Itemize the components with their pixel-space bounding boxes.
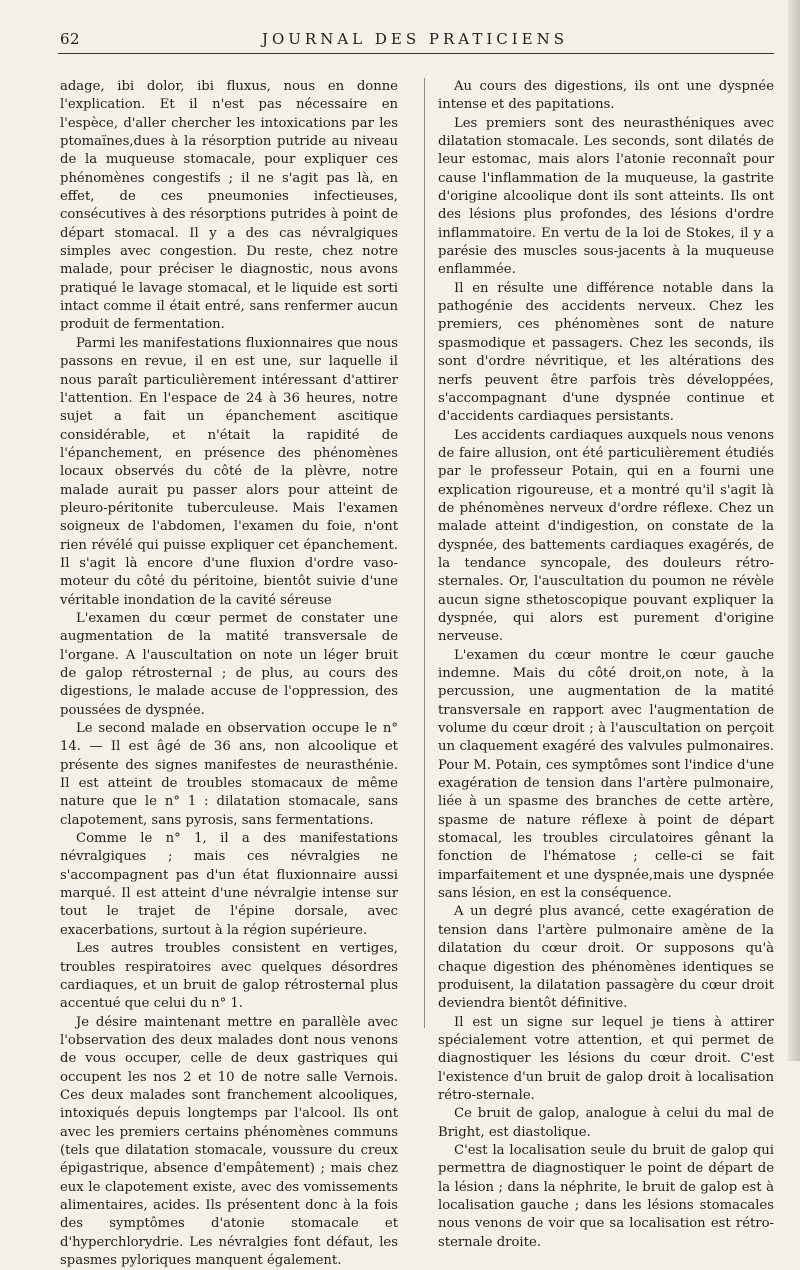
paragraph: Ce bruit de galop, analogue à celui du mal de Bright, est diastolique. bbox=[438, 1106, 774, 1140]
paragraph: Les autres troubles consistent en vertiges, troubles respiratoires avec quelques désordres cardiaques, et un bruit de galop rétrosternal plus accentué que celui du n° 1. bbox=[60, 941, 398, 1012]
paragraph: Il en résulte une différence notable dans la pathogénie des accidents nerveux. Chez les premiers, ces phénomènes sont de nature spasmodique et passagers. Chez les seconds, ils sont d'ordre névritique, et les altérations des nerfs peuvent être parfois très développées, s'accompagnant d'une dyspnée continue et d'accidents cardiaques persistants. bbox=[438, 280, 774, 425]
header-rule bbox=[58, 53, 774, 54]
paragraph: L'examen du cœur montre le cœur gauche indemne. Mais du côté droit,on note, à la percussion, une augmentation de la matité transversale en rapport avec l'augmentation de volume du cœur droit ; à l'auscultation on perçoit un claquement exagéré des valvules pulmonaires. Pour M. Potain, ces symptômes sont l'indice d'une exagération de tension dans l'artère pulmonaire, liée à un spasme des branches de cette artère, spasme de nature réflexe à point de départ stomacal, les troubles circulatoires gênant la fonction de l'hématose ; celle-ci se fait imparfaitement et une dyspnée,mais une dyspnée sans lésion, en est la conséquence. bbox=[438, 647, 774, 902]
paragraph: Le second malade en observation occupe le n° 14. — Il est âgé de 36 ans, non alcoolique et présente des signes manifestes de neurasthénie. Il est atteint de troubles stomacaux de même nature que le n° 1 : dilatation stomacale, sans clapotement, sans pyrosis, sans fermentations. bbox=[60, 721, 398, 828]
paragraph: C'est la localisation seule du bruit de galop qui permettra de diagnostiquer le point de départ de la lésion ; dans la néphrite, le bruit de galop est à localisation gauche ; dans les lésions stomacales nous venons de voir que sa localisation est rétro-sternale droite. bbox=[438, 1142, 774, 1250]
paragraph: L'examen du cœur permet de constater une augmentation de la matité transversale de l'organe. A l'auscultation on note un léger bruit de galop rétrosternal ; de plus, au cours des digestions, le malade accuse de l'oppression, des poussées de dyspnée. bbox=[60, 610, 398, 718]
paragraph: Au cours des digestions, ils ont une dyspnée intense et des papitations. bbox=[438, 79, 774, 113]
paragraph: Parmi les manifestations fluxionnaires que nous passons en revue, il en est une, sur laquelle il nous paraît particulièrement intéressant d'attirer l'attention. En l'espace de 24 à 36 heures, notre sujet a fait un épanchement ascitique considérable, et n'était la rapidité de l'épanchement, en présence des phénomènes locaux observés du côté de la plèvre, notre malade aurait pu passer alors pour atteint de pleuro-péritonite tuberculeuse. Mais l'examen soigneux de l'abdomen, l'examen du foie, n'ont rien révélé qui puisse expliquer cet épanchement. Il s'agit là encore d'une fluxion d'ordre vaso-moteur du côté du péritoine, bientôt suivie d'une véritable inondation de la cavité séreuse bbox=[60, 335, 398, 608]
column-divider bbox=[424, 78, 425, 1028]
paragraph: Comme le n° 1, il a des manifestations névralgiques ; mais ces névralgies ne s'accompagnent pas d'un état fluxionnaire aussi marqué. Il est atteint d'une névralgie intense sur tout le trajet de l'épine dorsale, avec exacerbations, surtout à la région supérieure. bbox=[60, 831, 398, 938]
paragraph: adage, ibi dolor, ibi fluxus, nous en donne l'explication. Et il n'est pas nécessaire en l'espèce, d'aller chercher les intoxications par les ptomaïnes,dues à la résorption putride au niveau de la muqueuse stomacale, pour expliquer ces phénomènes congestifs ; il ne s'agit pas là, en effet, de ces pneumonies infectieuses, consécutives à des résorptions putrides à point de départ stomacal. Il y a des cas névralgiques simples avec congestion. Du reste, chez notre malade, pour préciser le diagnostic, nous avons pratiqué le lavage stomacal, et le liquide est sorti intact comme il était entré, sans renfermer aucun produit de fermentation. bbox=[60, 79, 398, 333]
paragraph: Il est un signe sur lequel je tiens à attirer spécialement votre attention, et qui permet de diagnostiquer les lésions du cœur droit. C'est l'existence d'un bruit de galop droit à localisation rétro-sternale. bbox=[438, 1014, 774, 1103]
paragraph: Les accidents cardiaques auxquels nous venons de faire allusion, ont été particulièrement étudiés par le professeur Potain, qui en a fourni une explication rigoureuse, et a montré qu'il s'agit là de phénomènes nerveux d'ordre réflexe. Chez un malade atteint d'indigestion, on constate de la dyspnée, des battements cardiaques exagérés, de la tendance syncopale, des douleurs rétro-sternales. Or, l'auscultation du poumon ne révèle aucun signe sthetoscopique pouvant expliquer la dyspnée, qui alors est purement d'origine nerveuse. bbox=[438, 427, 774, 645]
journal-title: JOURNAL DES PRATICIENS bbox=[261, 30, 569, 48]
left-column bbox=[60, 78, 398, 1268]
paragraph: Je désire maintenant mettre en parallèle avec l'observation des deux malades dont nous venons de vous occuper, celle de deux gastriques qui occupent les nos 2 et 10 de notre salle Vernois. Ces deux malades sont franchement alcooliques, intoxiqués depuis longtemps par l'alcool. Ils ont avec les premiers certains phénomènes communs (tels que dilatation stomacale, voussure du creux épigastrique, absence d'empâtement) ; mais chez eux le clapotement existe, avec des vomissements alimentaires, acides. Ils présentent donc à la fois des symptômes d'atonie stomacale et d'hyperchlorydrie. Les névralgies font défaut, les spasmes pyloriques manquent également. bbox=[60, 1014, 398, 1268]
paragraph: A un degré plus avancé, cette exagération de tension dans l'artère pulmonaire amène de la dilatation du cœur droit. Or supposons qu'à chaque digestion des phénomènes identiques se produisent, la dilatation passagère du cœur droit deviendra bientôt définitive. bbox=[438, 904, 774, 1012]
paragraph: Les premiers sont des neurasthéniques avec dilatation stomacale. Les seconds, sont dilatés de leur estomac, mais alors l'atonie reconnaît pour cause l'inflammation de la muqueuse, la gastrite d'origine alcoolique dont ils sont atteints. Ils ont des lésions plus profondes, des lésions d'ordre inflammatoire. En vertu de la loi de Stokes, il y a parésie des muscles sous-jacents à la muqueuse enflammée. bbox=[438, 115, 774, 278]
page-edge-shadow bbox=[788, 0, 800, 1061]
page-number: 62 bbox=[60, 30, 81, 48]
right-column bbox=[438, 78, 774, 1250]
